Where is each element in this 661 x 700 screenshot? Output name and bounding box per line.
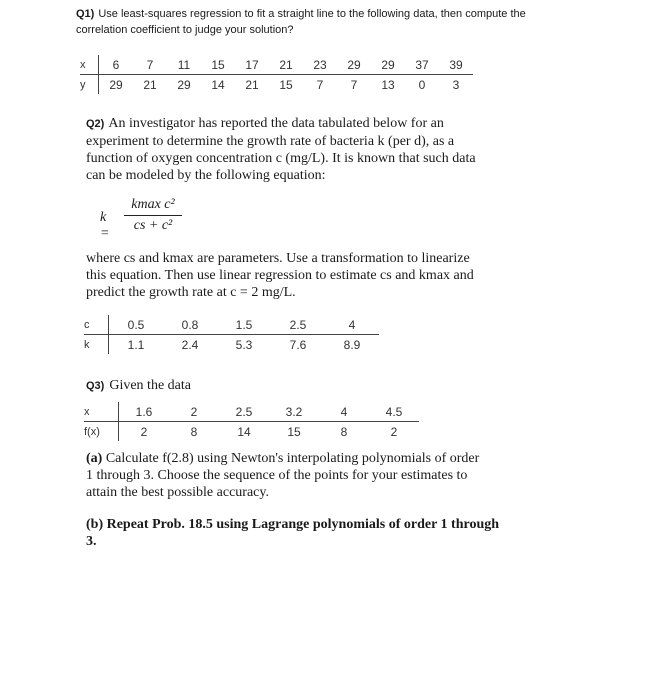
- part-a-label: (a): [86, 451, 103, 466]
- q1-y-cell: 14: [211, 77, 225, 92]
- q2-c-cell: 4: [325, 315, 379, 335]
- q1-x-cell: 29: [337, 55, 371, 75]
- q3-x-cell: 2: [169, 402, 219, 422]
- q2-c-row: [84, 315, 379, 335]
- q3-x-cell: 3.2: [269, 402, 319, 422]
- q1-x-cell: 11: [167, 55, 201, 75]
- part-a-text: Calculate f(2.8) using Newton's interpolating polynomials of order 1 through 3. Choose the sequence of the points for your estimates to attain the best possible accuracy.: [86, 451, 480, 500]
- q2-k-cell: 2.4: [181, 337, 199, 352]
- equation-fraction: [124, 196, 182, 235]
- q3-fx-label: f(x): [84, 422, 119, 442]
- q1-x-cell: 17: [235, 55, 269, 75]
- q1-x-cell: 29: [371, 55, 405, 75]
- q3-fx-row: [84, 422, 419, 442]
- q1-text: Use least-squares regression to fit a straight line to the following data, then compute the correlation coefficient to judge your solution?: [76, 8, 526, 36]
- q1-x-row: [80, 55, 473, 75]
- q1-y-cell: 0: [418, 77, 426, 92]
- q3-x-cell: 4.5: [369, 402, 419, 422]
- q1-y-label: y: [80, 75, 99, 95]
- q1-y-cell: 21: [245, 77, 259, 92]
- q3-x-label: x: [84, 402, 119, 422]
- q3-part-b: (b) Repeat Prob. 18.5 using Lagrange polynomials of order 1 through 3.: [86, 517, 500, 549]
- q2-body-paragraph: where cs and kmax are parameters. Use a transformation to linearize this equation. Then use linear regression to estimate cs and kmax and predict the growth rate at c = 2 mg/L.: [86, 251, 474, 300]
- q3-fx-cell: 8: [340, 424, 348, 439]
- q2-intro-text: An investigator has reported the data tabulated below for an experiment to determine the growth rate of bacteria k (per d), as a function of oxygen concentration c (mg/L). It is known that such data can be modeled by the following equation:: [86, 116, 476, 183]
- q1-y-cell: 15: [279, 77, 293, 92]
- q1-y-row: [80, 75, 473, 95]
- q2-label: Q2): [86, 118, 105, 130]
- q3-data-table: [84, 402, 419, 441]
- fraction-bar: [124, 215, 182, 216]
- q1-y-cell: 7: [350, 77, 358, 92]
- q3-x-cell: 4: [319, 402, 369, 422]
- q3-x-cell: 2.5: [219, 402, 269, 422]
- q3-fx-cell: 2: [390, 424, 398, 439]
- equation-numerator: kmax c²: [131, 197, 175, 212]
- q3-text: Given the data: [109, 378, 191, 393]
- q2-k-label: k: [84, 335, 109, 355]
- q2-intro-paragraph: [86, 115, 481, 184]
- q2-c-cell: 0.8: [163, 315, 217, 335]
- q1-y-cell: 13: [381, 77, 395, 92]
- q1-y-cell: 3: [452, 77, 460, 92]
- q3-heading: [86, 377, 191, 394]
- q2-k-cell: 7.6: [289, 337, 307, 352]
- q1-x-cell: 23: [303, 55, 337, 75]
- q2-c-label: c: [84, 315, 109, 335]
- q2-k-cell: 1.1: [127, 337, 145, 352]
- q2-k-row: [84, 335, 379, 355]
- equation-denominator: cs + c²: [133, 218, 173, 233]
- q1-y-cell: 29: [177, 77, 191, 92]
- q3-fx-cell: 2: [140, 424, 148, 439]
- q3-x-row: [84, 402, 419, 422]
- q1-y-cell: 29: [109, 77, 123, 92]
- q1-heading: [76, 6, 556, 38]
- q3-x-cell: 1.6: [119, 402, 170, 422]
- q2-data-table: [84, 315, 379, 354]
- q1-x-cell: 21: [269, 55, 303, 75]
- q3-part-a: [86, 450, 481, 501]
- q1-y-cell: 21: [143, 77, 157, 92]
- q1-data-table: [80, 55, 473, 94]
- q1-x-cell: 7: [133, 55, 167, 75]
- q2-c-cell: 1.5: [217, 315, 271, 335]
- q3-fx-cell: 15: [287, 424, 301, 439]
- q3-fx-cell: 8: [190, 424, 198, 439]
- q2-c-cell: 2.5: [271, 315, 325, 335]
- q3-fx-cell: 14: [237, 424, 251, 439]
- q1-y-cell: 7: [316, 77, 324, 92]
- q1-x-cell: 6: [99, 55, 134, 75]
- q3-label: Q3): [86, 380, 105, 392]
- q1-x-label: x: [80, 55, 99, 75]
- q1-x-cell: 15: [201, 55, 235, 75]
- equation-lhs: k =: [100, 210, 110, 241]
- q2-c-cell: 0.5: [109, 315, 164, 335]
- q1-label: Q1): [76, 8, 95, 20]
- q2-k-cell: 5.3: [235, 337, 253, 352]
- q2-k-cell: 8.9: [343, 337, 361, 352]
- q1-x-cell: 37: [405, 55, 439, 75]
- q1-x-cell: 39: [439, 55, 473, 75]
